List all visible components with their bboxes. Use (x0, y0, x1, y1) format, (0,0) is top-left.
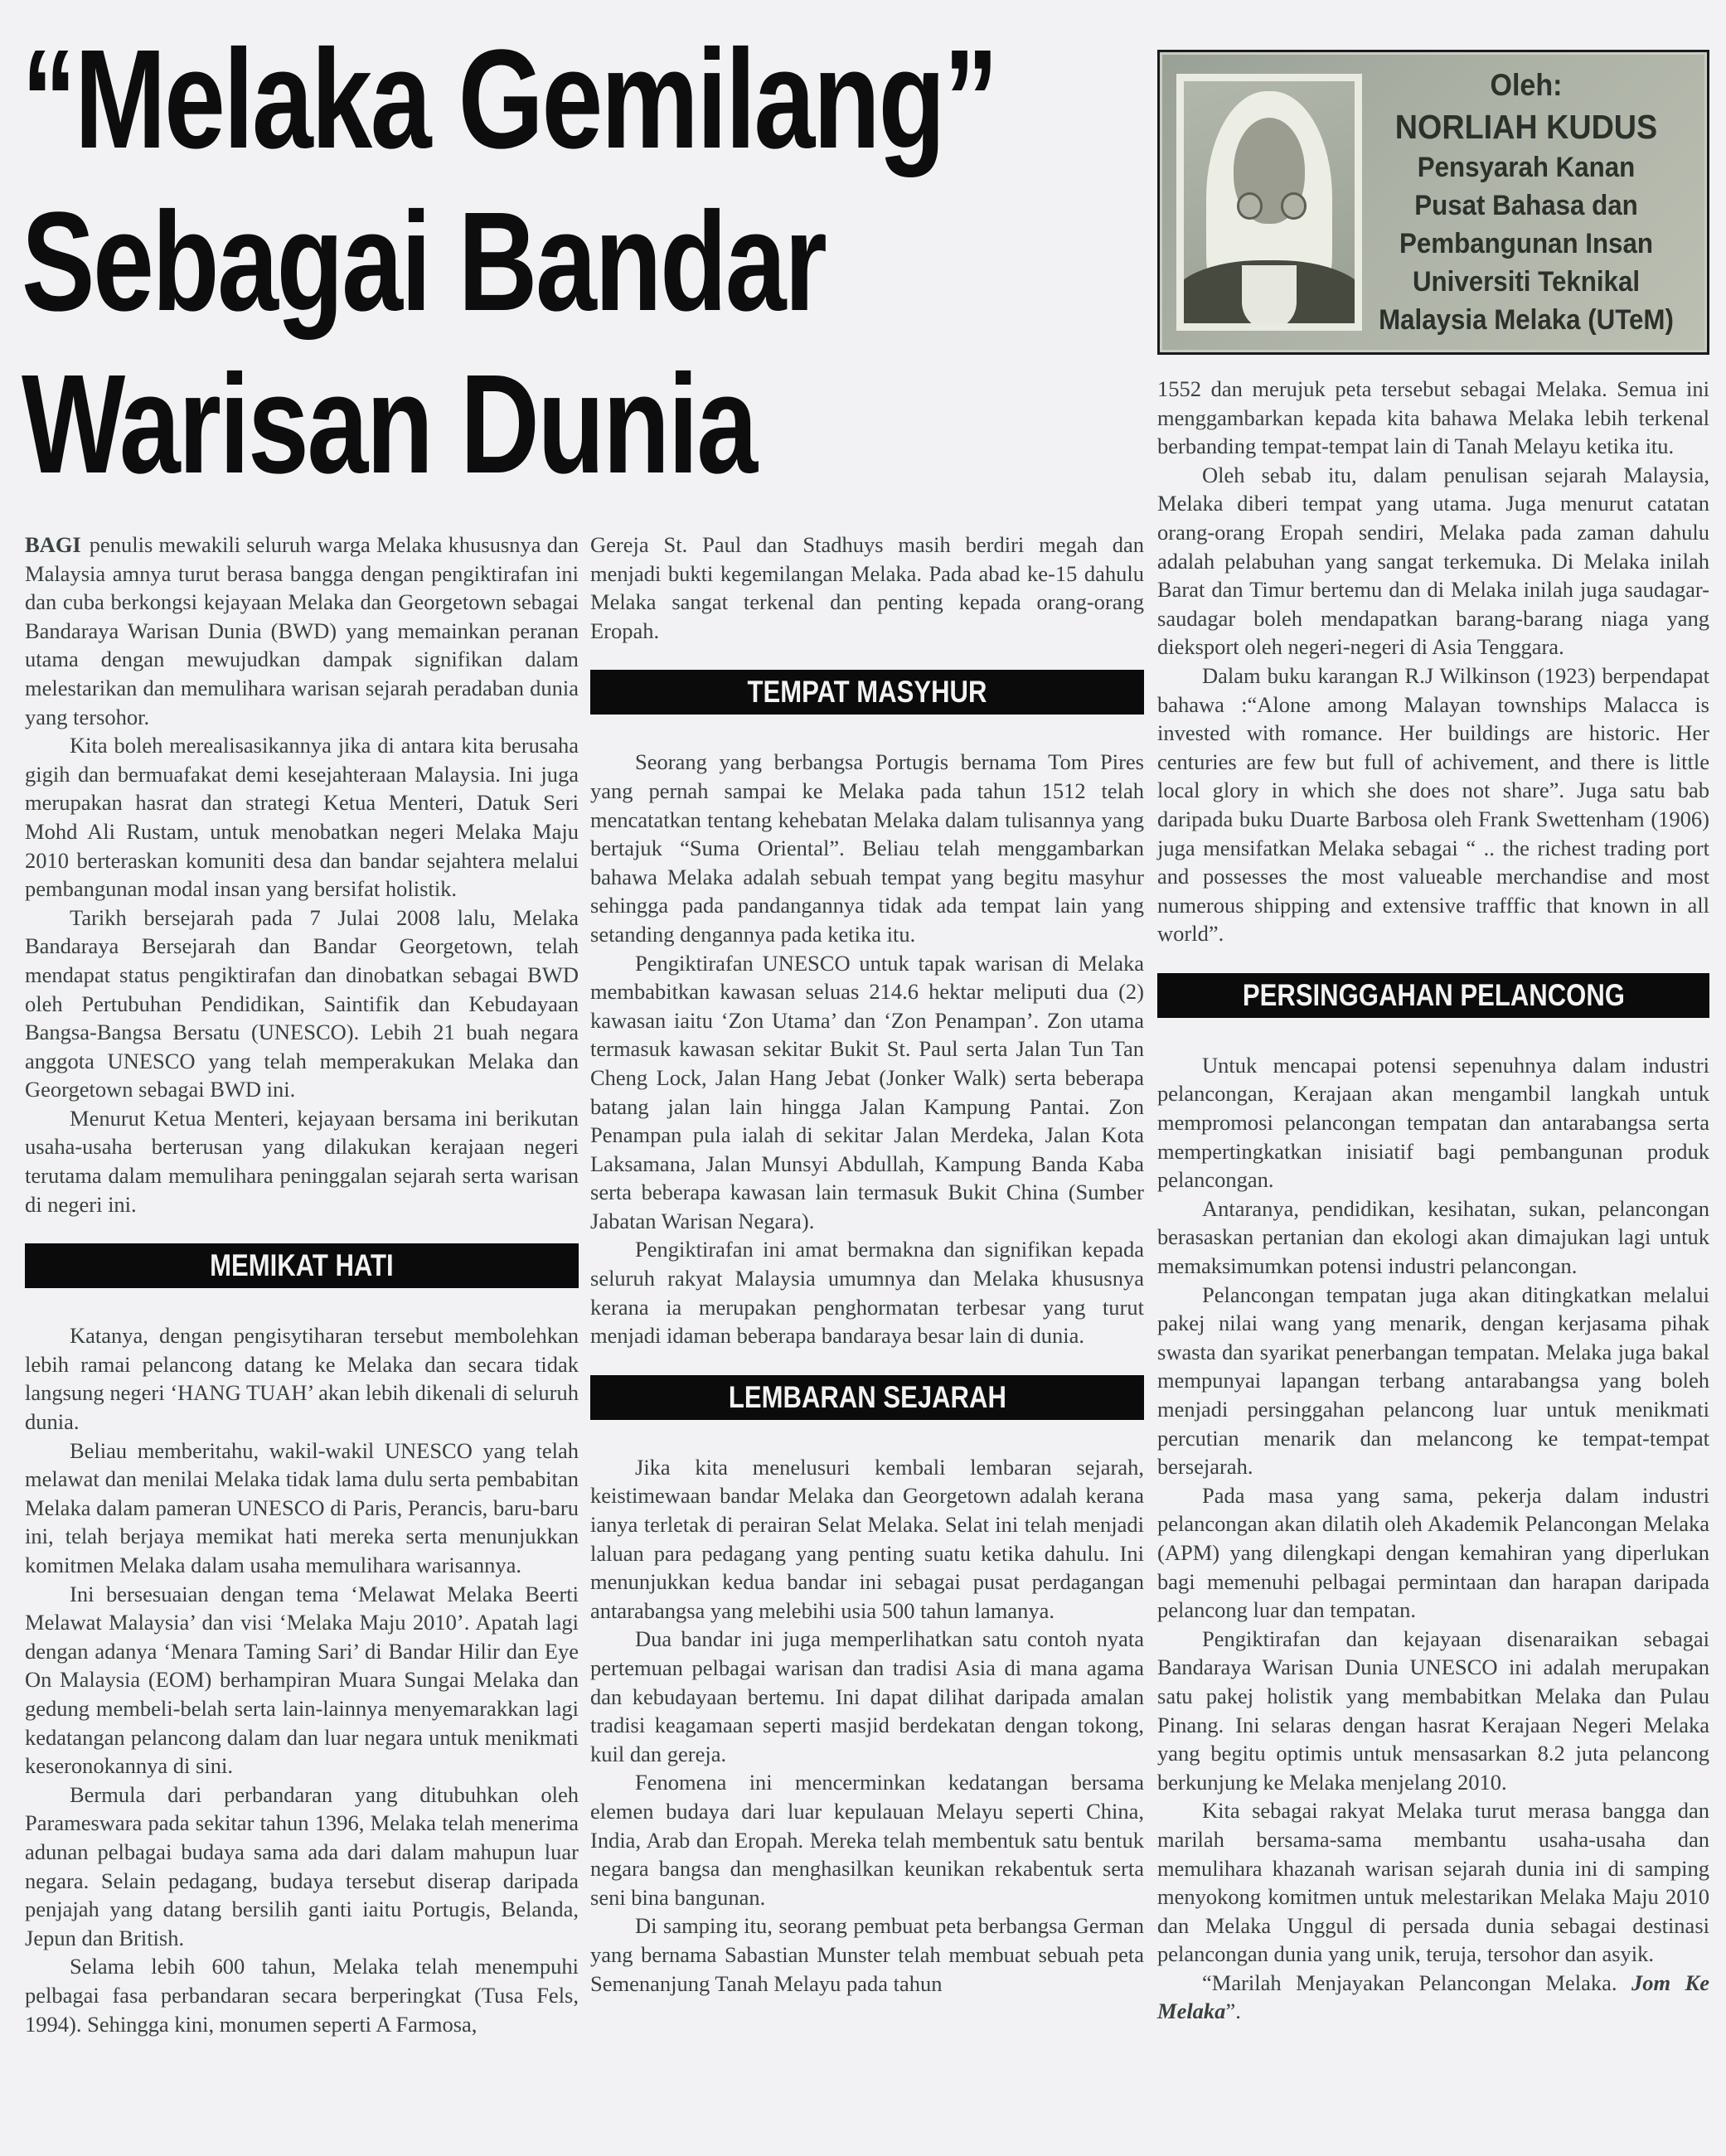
paragraph: Untuk mencapai potensi sepenuhnya dalam industri pelancongan, Kerajaan akan mengambil langkah untuk mempromosi pelancongan tempatan dan antarabangsa serta mempertingkatkan inisiatif bagi pembangunan produk pelancongan. (1157, 1052, 1709, 1193)
byline-label: Oleh: (1490, 68, 1563, 102)
paragraph: Selama lebih 600 tahun, Melaka telah menempuhi pelbagai fasa perbandaran secara berperingkat (Tusa Fels, 1994). Sehingga kini, monumen seperti A Farmosa, (25, 1954, 579, 2037)
paragraph: Menurut Ketua Menteri, kejayaan bersama ini berikutan usaha-usaha berterusan yang dilakukan kerajaan negeri terutama dalam memulihara peninggalan sejarah serta warisan di negeri ini. (25, 1105, 579, 1217)
lead-word: BAGI (25, 532, 81, 557)
section-header-memikat-hati (25, 1243, 579, 1288)
paragraph: Beliau memberitahu, wakil-wakil UNESCO yang telah melawat dan menilai Melaka tidak lama dulu serta pembabitan Melaka dalam pameran UNESCO di Paris, Perancis, baru-baru ini, telah berjaya memikat hati mereka serta menunjukkan komitmen Melaka dalam usaha memulihara warisannya. (25, 1437, 579, 1577)
section-header-label: LEMBARAN SEJARAH (728, 1379, 1006, 1414)
paragraph: Jika kita menelusuri kembali lembaran sejarah, keistimewaan bandar Melaka dan Georgetown adalah kerana ianya terletak di perairan Selat Melaka. Selat ini telah menjadi laluan para pedagang yang penting suatu ketika dahulu. Ini menunjukkan kedua bandar ini sebagai pusat perdagangan antarabangsa yang melebihi usia 500 tahun lamanya. (590, 1454, 1144, 1623)
headline-line-3: Warisan Dunia (22, 346, 756, 503)
article-headline (22, 18, 1272, 506)
author-title-2: Pusat Bahasa dan (1414, 190, 1638, 221)
author-title-3: Pembangunan Insan (1399, 228, 1653, 259)
paragraph: Pengiktirafan UNESCO untuk tapak warisan di Melaka membabitkan kawasan seluas 214.6 hektar meliputi dua (2) kawasan iaitu ‘Zon Utama’ dan ‘Zon Penampan’. Zon utama termasuk kawasan sekitar Bukit St. Paul serta Jalan Tun Tan Cheng Lock, Jalan Hang Jebat (Jonker Walk) serta beberapa batang jalan lain hingga Jalan Kampung Pantai. Zon Penampan pula ialah di sekitar Jalan Merdeka, Jalan Kota Laksamana, Jalan Munsyi Abdullah, Kampung Banda Kaba serta beberapa kawasan lain termasuk Bukit China (Sumber Jabatan Warisan Negara). (590, 950, 1144, 1233)
section-header-lembaran-sejarah (590, 1375, 1144, 1420)
paragraph: Kita boleh merealisasikannya jika di antara kita berusaha gigih dan bermuafakat demi kesejahteraan Malaysia. Ini juga merupakan hasrat dan strategi Ketua Menteri, Datuk Seri Mohd Ali Rustam, untuk menobatkan negeri Melaka Maju 2010 berteraskan komuniti desa dan bandar sejahtera melalui pembangunan modal insan yang bersifat holistik. (25, 733, 579, 902)
author-credit (1375, 65, 1677, 339)
closing-text: “Marilah Menjayakan Pelancongan Melaka. (1202, 1969, 1631, 1995)
paragraph: Ini bersesuaian dengan tema ‘Melawat Melaka Beerti Melawat Malaysia’ dan visi ‘Melaka Maju 2010’. Apatah lagi dengan adanya ‘Menara Taming Sari’ di Bandar Hilir dan Eye On Malaysia (EOM) berhampiran Muara Sungai Melaka dan gedung membeli-belah serta lain-lainnya menyemarakkan lagi kedatangan pelancong dalam dan luar negara untuk menikmati keseronokannya di sini. (25, 1581, 579, 1779)
paragraph-text: penulis mewakili seluruh warga Melaka khususnya dan Malaysia amnya turut berasa bangga dengan pengiktirafan ini dan cuba berkongsi kejayaan Melaka dan Georgetown sebagai Bandaraya Warisan Dunia (BWD) yang memainkan peranan utama dengan mewujudkan dampak signifikan dalam melestarikan dan memulihara warisan sejarah peradaban dunia yang tersohor. (25, 532, 579, 729)
author-title-5: Malaysia Melaka (UTeM) (1379, 304, 1674, 336)
paragraph: Oleh sebab itu, dalam penulisan sejarah Malaysia, Melaka diberi tempat yang utama. Juga menurut catatan orang-orang Eropah sendiri, Melaka pada zaman dahulu adalah pelabuhan yang sangat terkemuka. Di Melaka inilah Barat dan Timur bertemu dan di Melaka inilah juga saudagar-saudagar boleh mendapatkan barang-barang niaga yang dieksport oleh negeri-negeri di Asia Tenggara. (1157, 462, 1709, 660)
author-box (1157, 50, 1709, 355)
portrait-glasses-right (1281, 192, 1307, 219)
portrait-hijab-drape (1242, 265, 1297, 328)
paragraph: Seorang yang berbangsa Portugis bernama Tom Pires yang pernah sampai ke Melaka pada tahun 1512 telah mencatatkan tentang kehebatan Melaka dalam tulisannya yang bertajuk “Suma Oriental”. Beliau telah menggambarkan bahawa Melaka adalah sebuah tempat yang begitu masyhur sehingga pada pandangannya tidak ada tempat lain yang setanding dengannya pada ketika itu. (590, 749, 1144, 947)
closing-text-end: ”. (1225, 1999, 1241, 2024)
section-header-label: TEMPAT MASYHUR (747, 675, 987, 710)
paragraph: Bermula dari perbandaran yang ditubuhkan oleh Parameswara pada sekitar tahun 1396, Melaka telah menerima adunan pelbagai budaya sama ada dari dalam mahupun luar negara. Selain pedagang, budaya tersebut diserap daripada penjajah yang datang bersilih ganti iaitu Portugis, Belanda, Jepun dan British. (25, 1781, 579, 1950)
column-1 (25, 531, 579, 2038)
paragraph: Dalam buku karangan R.J Wilkinson (1923) berpendapat bahawa :“Alone among Malayan townships Malacca is invested with romance. Her buildings are historic. Her centuries are few but full of achivement, and there is little local glory in which she does not share”. Juga satu bab daripada buku Duarte Barbosa oleh Frank Swettenham (1906) juga mensifatkan Melaka sebagai “ .. the richest trading port and possesses the most valueable merchandise and most numerous shipping and extensive trafffic that known in all world”. (1157, 662, 1709, 947)
paragraph: Fenomena ini mencerminkan kedatangan bersama elemen budaya dari luar kepulauan Melayu seperti China, India, Arab dan Eropah. Mereka telah membentuk satu bentuk negara bangsa dan menghasilkan keunikan rekabentuk serta seni bina bangunan. (590, 1770, 1144, 1910)
closing-paragraph (1157, 1969, 1709, 2026)
column-2 (590, 531, 1144, 1998)
paragraph: Pada masa yang sama, pekerja dalam industri pelancongan akan dilatih oleh Akademik Pelancongan Melaka (APM) yang dilengkapi dengan kemahiran yang diperlukan bagi memenuhi pelbagai permintaan dan harapan daripada pelancong luar dan tempatan. (1157, 1482, 1709, 1623)
author-portrait-photo (1176, 74, 1362, 331)
author-name: NORLIAH KUDUS (1394, 108, 1658, 146)
paragraph: Gereja St. Paul dan Stadhuys masih berdiri megah dan menjadi bukti kegemilangan Melaka. Pada abad ke-15 dahulu Melaka sangat terkenal dan penting kepada orang-orang Eropah. (590, 532, 1144, 643)
paragraph: 1552 dan merujuk peta tersebut sebagai Melaka. Semua ini menggambarkan kepada kita bahawa Melaka lebih terkenal berbanding tempat-tempat lain di Tanah Melayu ketika itu. (1157, 376, 1709, 459)
paragraph: Dua bandar ini juga memperlihatkan satu contoh nyata pertemuan pelbagai warisan dan tradisi Asia di mana agama dan kebudayaan bertemu. Ini dapat dilihat daripada amalan tradisi keagamaan seperti masjid berdekatan dengan tokong, kuil dan gereja. (590, 1626, 1144, 1766)
closing-slogan: Jom Ke Melaka (1157, 1969, 1709, 2024)
section-header-persinggahan-pelancong (1157, 973, 1709, 1018)
paragraph: Pelancongan tempatan juga akan ditingkatkan melalui pakej nilai wang yang menarik, dengan kerjasama pihak swasta dan syarikat penerbangan tempatan. Melaka juga bakal mempunyai lapangan terbang antarabangsa yang boleh menjadi persinggahan pelancong luar untuk menikmati percutian menarik dan melancong ke tempat-tempat bersejarah. (1157, 1281, 1709, 1480)
author-title-1: Pensyarah Kanan (1417, 152, 1636, 183)
paragraph (25, 531, 579, 731)
paragraph: Kita sebagai rakyat Melaka turut merasa bangga dan marilah bersama-sama membantu usaha-usaha dan memulihara khazanah warisan sejarah dunia ini di samping menyokong komitmen untuk melestarikan Melaka Maju 2010 dan Melaka Unggul di persada dunia sebagai destinasi pelancongan dunia yang unik, teruja, tersohor dan asyik. (1157, 1798, 1709, 1967)
paragraph: Antaranya, pendidikan, kesihatan, sukan, pelancongan berasaskan pertanian dan ekologi akan dimajukan lagi untuk memaksimumkan potensi industri pelancongan. (1157, 1195, 1709, 1279)
section-header-label: PERSINGGAHAN PELANCONG (1242, 977, 1625, 1012)
paragraph: Pengiktirafan ini amat bermakna dan signifikan kepada seluruh rakyat Malaysia umumnya dan Melaka khususnya kerana ia merupakan penghormatan terbesar yang turut menjadi idaman beberapa bandaraya besar lain di dunia. (590, 1237, 1144, 1349)
column-3 (1157, 375, 1709, 2026)
paragraph: Tarikh bersejarah pada 7 Julai 2008 lalu, Melaka Bandaraya Bersejarah dan Bandar Georgetown, telah mendapat status pengiktirafan dan dinobatkan sebagai BWD oleh Pertubuhan Pendidikan, Saintifik dan Kebudayaan Bangsa-Bangsa Bersatu (UNESCO). Lebih 21 buah negara anggota UNESCO yang telah memperakukan Melaka dan Georgetown sebagai BWD ini. (25, 904, 579, 1102)
portrait-glasses-left (1237, 192, 1263, 219)
section-header-label: MEMIKAT HATI (210, 1248, 394, 1282)
paragraph: Di samping itu, seorang pembuat peta berbangsa German yang bernama Sabastian Munster telah membuat sebuah peta Semenanjung Tanah Melayu pada tahun (590, 1913, 1144, 1996)
headline-line-2: Sebagai Bandar (22, 183, 826, 341)
section-header-tempat-masyhur (590, 670, 1144, 715)
author-title-4: Universiti Teknikal (1412, 266, 1641, 298)
paragraph: Pengiktirafan dan kejayaan disenaraikan sebagai Bandaraya Warisan Dunia UNESCO ini adalah merupakan satu pakej holistik yang membabitkan Melaka dan Pulau Pinang. Ini selaras dengan hasrat Kerajaan Negeri Melaka yang begitu optimis untuk mensasarkan 8.2 juta pelancong berkunjung ke Melaka menjelang 2010. (1157, 1625, 1709, 1795)
headline-line-1: “Melaka Gemilang” (22, 21, 997, 178)
paragraph: Katanya, dengan pengisytiharan tersebut membolehkan lebih ramai pelancong datang ke Melaka dan secara tidak langsung negeri ‘HANG TUAH’ akan lebih dikenali di seluruh dunia. (25, 1323, 579, 1435)
